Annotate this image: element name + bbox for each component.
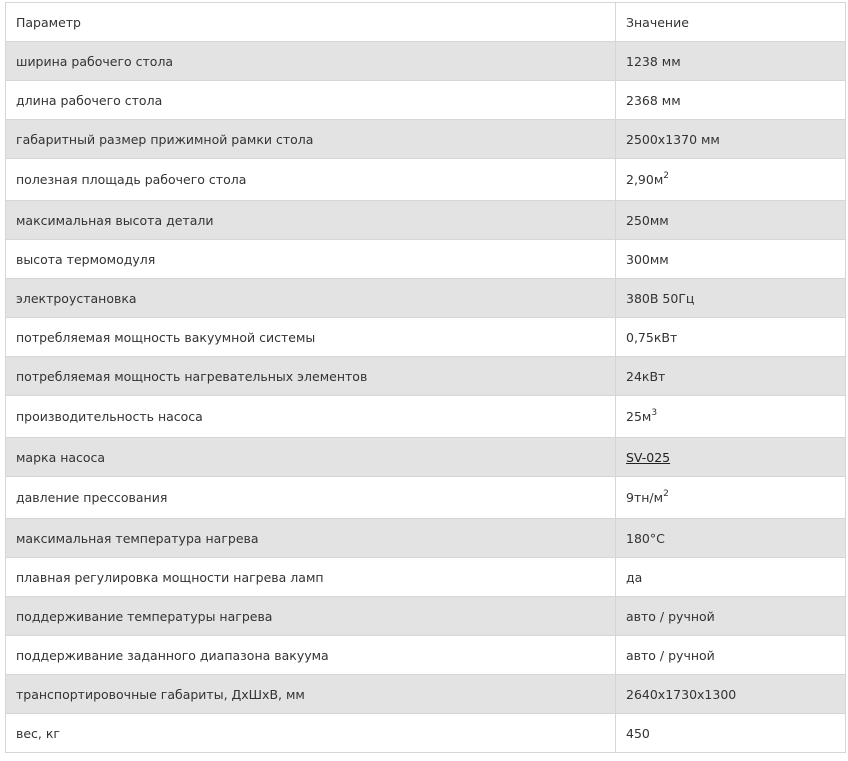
table-row	[6, 438, 846, 477]
param-cell: габаритный размер прижимной рамки стола	[6, 120, 616, 159]
param-cell: ширина рабочего стола	[6, 42, 616, 81]
table-row	[6, 318, 846, 357]
value-cell: 300мм	[616, 240, 846, 279]
value-cell: 24кВт	[616, 357, 846, 396]
table-row	[6, 636, 846, 675]
header-parameter: Параметр	[6, 3, 616, 42]
param-cell: плавная регулировка мощности нагрева ламп	[6, 558, 616, 597]
table-row	[6, 357, 846, 396]
param-cell: давление прессования	[6, 477, 616, 519]
value-text: 25м	[626, 409, 652, 424]
value-cell: 2640x1730x1300	[616, 675, 846, 714]
value-cell	[616, 396, 846, 438]
param-cell: длина рабочего стола	[6, 81, 616, 120]
table-row	[6, 675, 846, 714]
table-row	[6, 558, 846, 597]
table-row	[6, 396, 846, 438]
value-cell	[616, 438, 846, 477]
table-row	[6, 120, 846, 159]
param-cell: транспортировочные габариты, ДхШхВ, мм	[6, 675, 616, 714]
value-cell: авто / ручной	[616, 636, 846, 675]
pump-model-link[interactable]: SV-025	[626, 449, 671, 465]
table-row	[6, 240, 846, 279]
value-cell: 250мм	[616, 201, 846, 240]
value-cell: 380В 50Гц	[616, 279, 846, 318]
value-cell	[616, 477, 846, 519]
value-text: 2,90м	[626, 172, 664, 187]
value-text: 9тн/м	[626, 490, 664, 505]
header-value: Значение	[616, 3, 846, 42]
param-cell: вес, кг	[6, 714, 616, 753]
value-cell: 180°С	[616, 519, 846, 558]
table-row	[6, 477, 846, 519]
table-row	[6, 42, 846, 81]
table-row	[6, 519, 846, 558]
value-superscript: 2	[663, 171, 669, 181]
value-cell: 0,75кВт	[616, 318, 846, 357]
value-cell: 2368 мм	[616, 81, 846, 120]
value-cell: 450	[616, 714, 846, 753]
value-cell: 2500x1370 мм	[616, 120, 846, 159]
param-cell: максимальная температура нагрева	[6, 519, 616, 558]
table-row	[6, 279, 846, 318]
param-cell: производительность насоса	[6, 396, 616, 438]
table-row	[6, 201, 846, 240]
specifications-table	[5, 2, 846, 753]
table-row	[6, 81, 846, 120]
param-cell: потребляемая мощность нагревательных элементов	[6, 357, 616, 396]
param-cell: потребляемая мощность вакуумной системы	[6, 318, 616, 357]
param-cell: высота термомодуля	[6, 240, 616, 279]
table-row	[6, 714, 846, 753]
param-cell: поддерживание температуры нагрева	[6, 597, 616, 636]
param-cell: электроустановка	[6, 279, 616, 318]
param-cell: поддерживание заданного диапазона вакуума	[6, 636, 616, 675]
table-header-row	[6, 3, 846, 42]
param-cell: марка насоса	[6, 438, 616, 477]
param-cell: максимальная высота детали	[6, 201, 616, 240]
table-row	[6, 159, 846, 201]
value-cell	[616, 159, 846, 201]
value-cell: авто / ручной	[616, 597, 846, 636]
value-superscript: 3	[651, 408, 658, 418]
value-cell: да	[616, 558, 846, 597]
value-superscript: 2	[663, 489, 669, 499]
table-row	[6, 597, 846, 636]
param-cell: полезная площадь рабочего стола	[6, 159, 616, 201]
value-cell: 1238 мм	[616, 42, 846, 81]
